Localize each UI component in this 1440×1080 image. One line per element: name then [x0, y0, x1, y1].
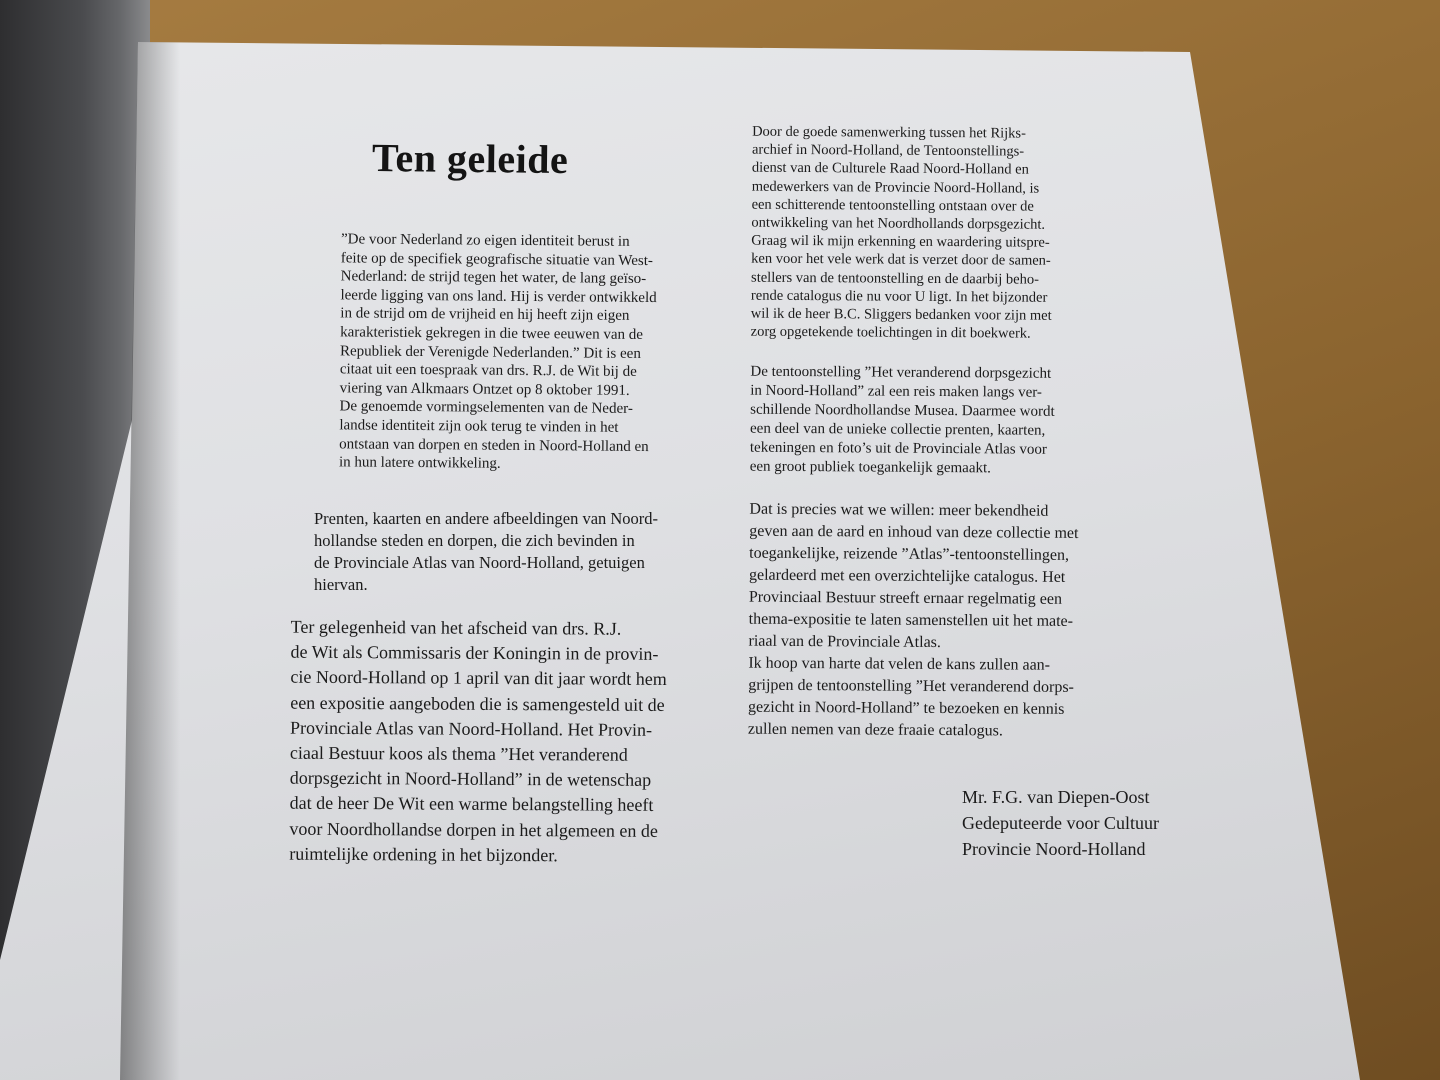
text-line: Graag wil ik mijn erkenning en waardering uitspre- — [751, 232, 1050, 251]
text-line: Mr. F.G. van Diepen-Oost — [962, 787, 1150, 807]
text-line: stellers van de tentoonstelling en de daarbij beho- — [751, 269, 1040, 288]
text-line: ciaal Bestuur koos als thema ”Het veranderend — [289, 742, 628, 765]
signature-block — [962, 784, 1222, 862]
paragraph-prints — [314, 508, 734, 596]
right-column — [748, 123, 1132, 744]
text-line: medewerkers van de Provincie Noord-Holland, is — [751, 178, 1040, 197]
text-line: ”De voor Nederland zo eigen identiteit berust in — [340, 231, 630, 250]
text-line: Ik hoop van harte dat velen de kans zullen aan- — [748, 655, 1051, 675]
text-line: Provinciaal Bestuur streeft ernaar regelmatig een — [748, 589, 1063, 609]
text-line: thema-expositie te laten samenstellen uit het mate- — [748, 611, 1074, 631]
text-line: zorg opgetekende toelichtingen in dit boekwerk. — [750, 323, 1031, 342]
text-line: riaal van de Provinciale Atlas. — [748, 633, 941, 652]
text-line: in de strijd om de vrijheid en hij heeft zijn eigen — [340, 305, 630, 325]
text-line: zullen nemen van deze fraaie catalogus. — [747, 721, 1003, 740]
text-line: voor Noordhollandse dorpen in het algemeen en de — [289, 818, 658, 841]
text-line: Republiek der Verenigde Nederlanden.” Dit is een — [339, 342, 641, 362]
text-line: toegankelijke, reizende ”Atlas”-tentoonstellingen, — [749, 545, 1070, 565]
quote-paragraph — [339, 230, 721, 475]
text-line: landse identiteit zijn ook terug te vinden in het — [339, 417, 619, 436]
text-line: cie Noord-Holland op 1 april van dit jaar wordt hem — [290, 667, 667, 690]
quote-lines — [339, 230, 721, 475]
text-line: hiervan. — [314, 575, 368, 594]
text-line: Prenten, kaarten en andere afbeeldingen van Noord- — [314, 509, 659, 528]
text-line: tekeningen en foto’s uit de Provinciale Atlas voor — [749, 440, 1047, 459]
text-line: de Provinciale Atlas van Noord-Holland, getuigen — [314, 553, 645, 572]
right-paragraph-2 — [750, 363, 1131, 480]
text-line: gelardeerd met een overzichtelijke catalogus. Het — [748, 567, 1066, 587]
paragraph-farewell — [289, 615, 731, 870]
text-line: dorpsgezicht in Noord-Holland” in de wetenschap — [289, 767, 652, 791]
text-line: een groot publiek toegankelijk gemaakt. — [749, 459, 991, 477]
text-line: hollandse steden en dorpen, die zich bevinden in — [314, 531, 635, 550]
text-line: dienst van de Culturele Raad Noord-Holland en — [751, 160, 1029, 179]
text-line: Gedeputeerde voor Cultuur — [962, 813, 1159, 833]
text-line: leerde ligging van ons land. Hij is verder ontwikkeld — [340, 287, 657, 306]
text-line: een deel van de unieke collectie prenten, kaarten, — [749, 421, 1046, 440]
text-line: Nederland: de strijd tegen het water, de lang geïso- — [340, 268, 647, 288]
text-line: Dat is precies wat we willen: meer bekendheid — [749, 501, 1049, 521]
text-line: wil ik de heer B.C. Sliggers bedanken voor zijn met — [750, 305, 1052, 324]
text-line: gezicht in Noord-Holland” te bezoeken en kennis — [748, 699, 1065, 719]
text-line: een expositie aangeboden die is samengesteld uit de — [290, 692, 665, 715]
text-line: schillende Noordhollandse Musea. Daarmee wordt — [750, 402, 1055, 421]
text-line: geven aan de aard en inhoud van deze collectie met — [749, 523, 1079, 543]
text-line: feite op de specifiek geografische situatie van West- — [340, 249, 654, 269]
text-line: citaat uit een toespraak van drs. R.J. de Wit bij de — [339, 361, 637, 381]
text-line: Provincie Noord-Holland — [962, 839, 1146, 859]
text-line: in Noord-Holland” zal een reis maken langs ver- — [750, 383, 1043, 402]
page-title: Ten geleide — [371, 134, 569, 182]
text-line: ken voor het vele werk dat is verzet door de samen- — [751, 251, 1051, 270]
text-line: in hun latere ontwikkeling. — [338, 454, 501, 472]
text-line: viering van Alkmaars Ontzet op 8 oktober 1991. — [339, 380, 630, 399]
text-line: archief in Noord-Holland, de Tentoonstellings- — [751, 141, 1025, 160]
text-line: ontwikkeling van het Noordhollands dorpsgezicht. — [751, 214, 1046, 233]
text-line: de Wit als Commissaris der Koningin in de provin- — [290, 641, 659, 665]
right-paragraph-3 — [748, 499, 1130, 744]
text-line: rende catalogus die nu voor U ligt. In het bijzonder — [750, 287, 1048, 306]
right-paragraph-1 — [751, 123, 1133, 344]
text-line: grijpen de tentoonstelling ”Het veranderend dorps- — [748, 677, 1074, 697]
paragraph-3-lines — [289, 615, 731, 870]
text-line: een schitterende tentoonstelling ontstaan over de — [751, 196, 1034, 215]
text-line: Provinciale Atlas van Noord-Holland. Het Provin- — [290, 717, 653, 740]
text-line: ruimtelijke ordening in het bijzonder. — [289, 843, 558, 866]
text-line: karakteristiek gekregen in die twee eeuwen van de — [340, 324, 644, 343]
text-line: Door de goede samenwerking tussen het Rijks- — [752, 123, 1026, 142]
text-line: Ter gelegenheid van het afscheid van drs. R.J. — [290, 616, 622, 639]
text-line: De genoemde vormingselementen van de Neder- — [339, 398, 633, 418]
text-line: ontstaan van dorpen en steden in Noord-Holland en — [339, 435, 649, 455]
paragraph-2-lines — [314, 508, 734, 596]
text-line: dat de heer De Wit een warme belangstelling heeft — [289, 793, 654, 816]
text-line: De tentoonstelling ”Het veranderend dorpsgezicht — [750, 364, 1052, 383]
signature-lines — [962, 784, 1222, 862]
